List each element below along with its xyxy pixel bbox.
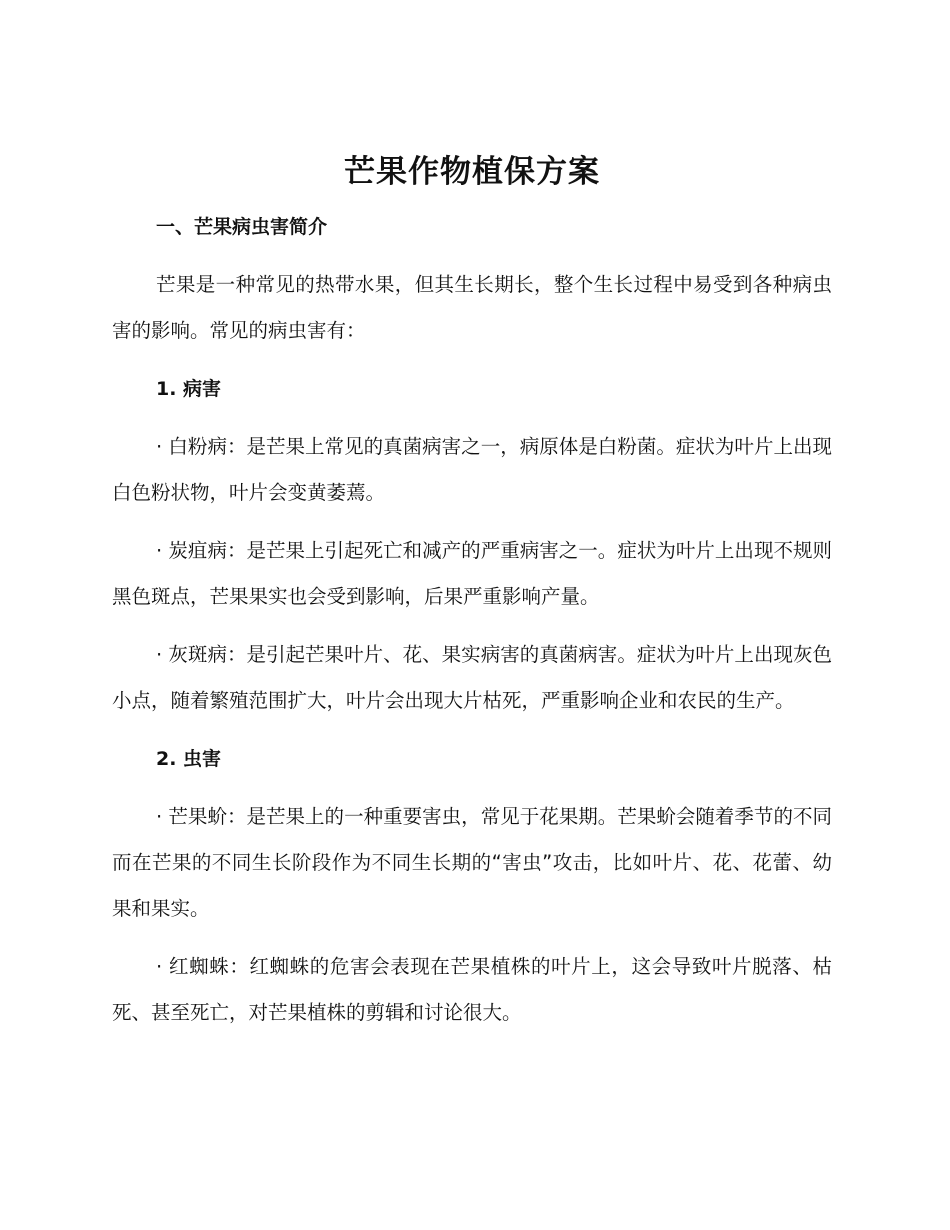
pest-item-red-spider: · 红蜘蛛：红蜘蛛的危害会表现在芒果植株的叶片上，这会导致叶片脱落、枯死、甚至死亡，对芒果植株的剪辑和讨论很大。 <box>112 955 832 1024</box>
intro-paragraph: 芒果是一种常见的热带水果，但其生长期长，整个生长过程中易受到各种病虫害的影响。常见的病虫害有： <box>112 273 832 342</box>
disease-item-anthracnose: · 炭疽病：是芒果上引起死亡和减产的严重病害之一。症状为叶片上出现不规则黑色斑点，芒果果实也会受到影响，后果严重影响产量。 <box>112 539 832 608</box>
disease-item-gray-spot: · 灰斑病：是引起芒果叶片、花、果实病害的真菌病害。症状为叶片上出现灰色小点，随着繁殖范围扩大，叶片会出现大片枯死，严重影响企业和农民的生产。 <box>112 643 832 712</box>
document-page <box>112 148 832 1036</box>
subheading-pests: 2. 虫害 <box>156 748 222 770</box>
document-title: 芒果作物植保方案 <box>344 154 600 190</box>
subheading-diseases: 1. 病害 <box>156 378 222 400</box>
pest-item-mango-scale: · 芒果蚧：是芒果上的一种重要害虫，常见于花果期。芒果蚧会随着季节的不同而在芒果的不同生长阶段作为不同生长期的“害虫”攻击，比如叶片、花、花蕾、幼果和果实。 <box>112 805 832 920</box>
disease-item-powdery-mildew: · 白粉病：是芒果上常见的真菌病害之一，病原体是白粉菌。症状为叶片上出现白色粉状物，叶片会变黄萎蔫。 <box>112 435 832 504</box>
section-heading-intro: 一、芒果病虫害简介 <box>156 216 328 238</box>
